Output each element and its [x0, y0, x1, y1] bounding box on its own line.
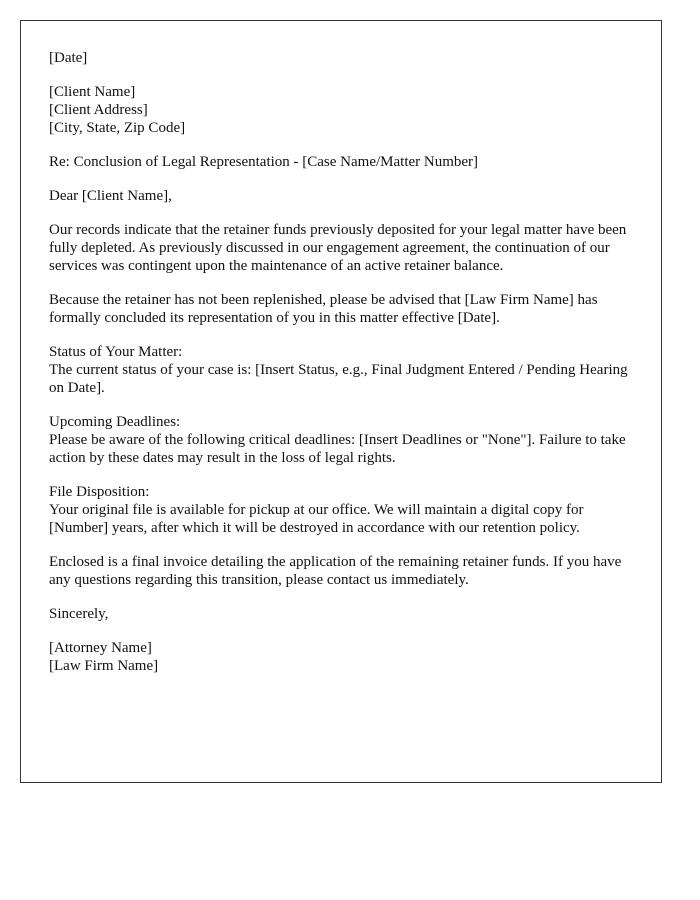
recipient-address — [49, 83, 632, 137]
file-text: Your original file is available for pickup at our office. We will maintain a digital copy for [Number] years, after which it will be destroyed in accordance with our retention policy. — [49, 502, 584, 536]
status-text: The current status of your case is: [Insert Status, e.g., Final Judgment Entered / Pending Hearing on Date]. — [49, 362, 628, 396]
paragraph-retainer-depleted: Our records indicate that the retainer funds previously deposited for your legal matter have been fully depleted. As previously discussed in our engagement agreement, the continuation of our services was contingent upon the maintenance of an active retainer balance. — [49, 222, 627, 274]
paragraph-representation-concluded: Because the retainer has not been replenished, please be advised that [Law Firm Name] has formally concluded its representation of you in this matter effective [Date]. — [49, 292, 598, 326]
deadlines-text: Please be aware of the following critical deadlines: [Insert Deadlines or "None"]. Failure to take action by these dates may result in the loss of legal rights. — [49, 432, 626, 466]
letter-date: [Date] — [49, 50, 88, 66]
attorney-name: [Attorney Name] — [49, 640, 152, 656]
law-firm-name: [Law Firm Name] — [49, 658, 159, 674]
letter-page — [20, 20, 662, 783]
closing: Sincerely, — [49, 606, 109, 622]
client-address: [Client Address] — [49, 102, 148, 118]
deadlines-heading: Upcoming Deadlines: — [49, 414, 181, 430]
client-name: [Client Name] — [49, 84, 136, 100]
signature-block — [49, 639, 632, 675]
section-status — [49, 343, 632, 397]
salutation: Dear [Client Name], — [49, 188, 172, 204]
subject-line: Re: Conclusion of Legal Representation - [Case Name/Matter Number] — [49, 154, 479, 170]
client-city-state-zip: [City, State, Zip Code] — [49, 120, 186, 136]
status-heading: Status of Your Matter: — [49, 344, 183, 360]
section-file-disposition — [49, 483, 632, 537]
paragraph-enclosed-invoice: Enclosed is a final invoice detailing the application of the remaining retainer funds. If you have any questions regarding this transition, please contact us immediately. — [49, 554, 622, 588]
section-deadlines — [49, 413, 632, 467]
file-heading: File Disposition: — [49, 484, 150, 500]
